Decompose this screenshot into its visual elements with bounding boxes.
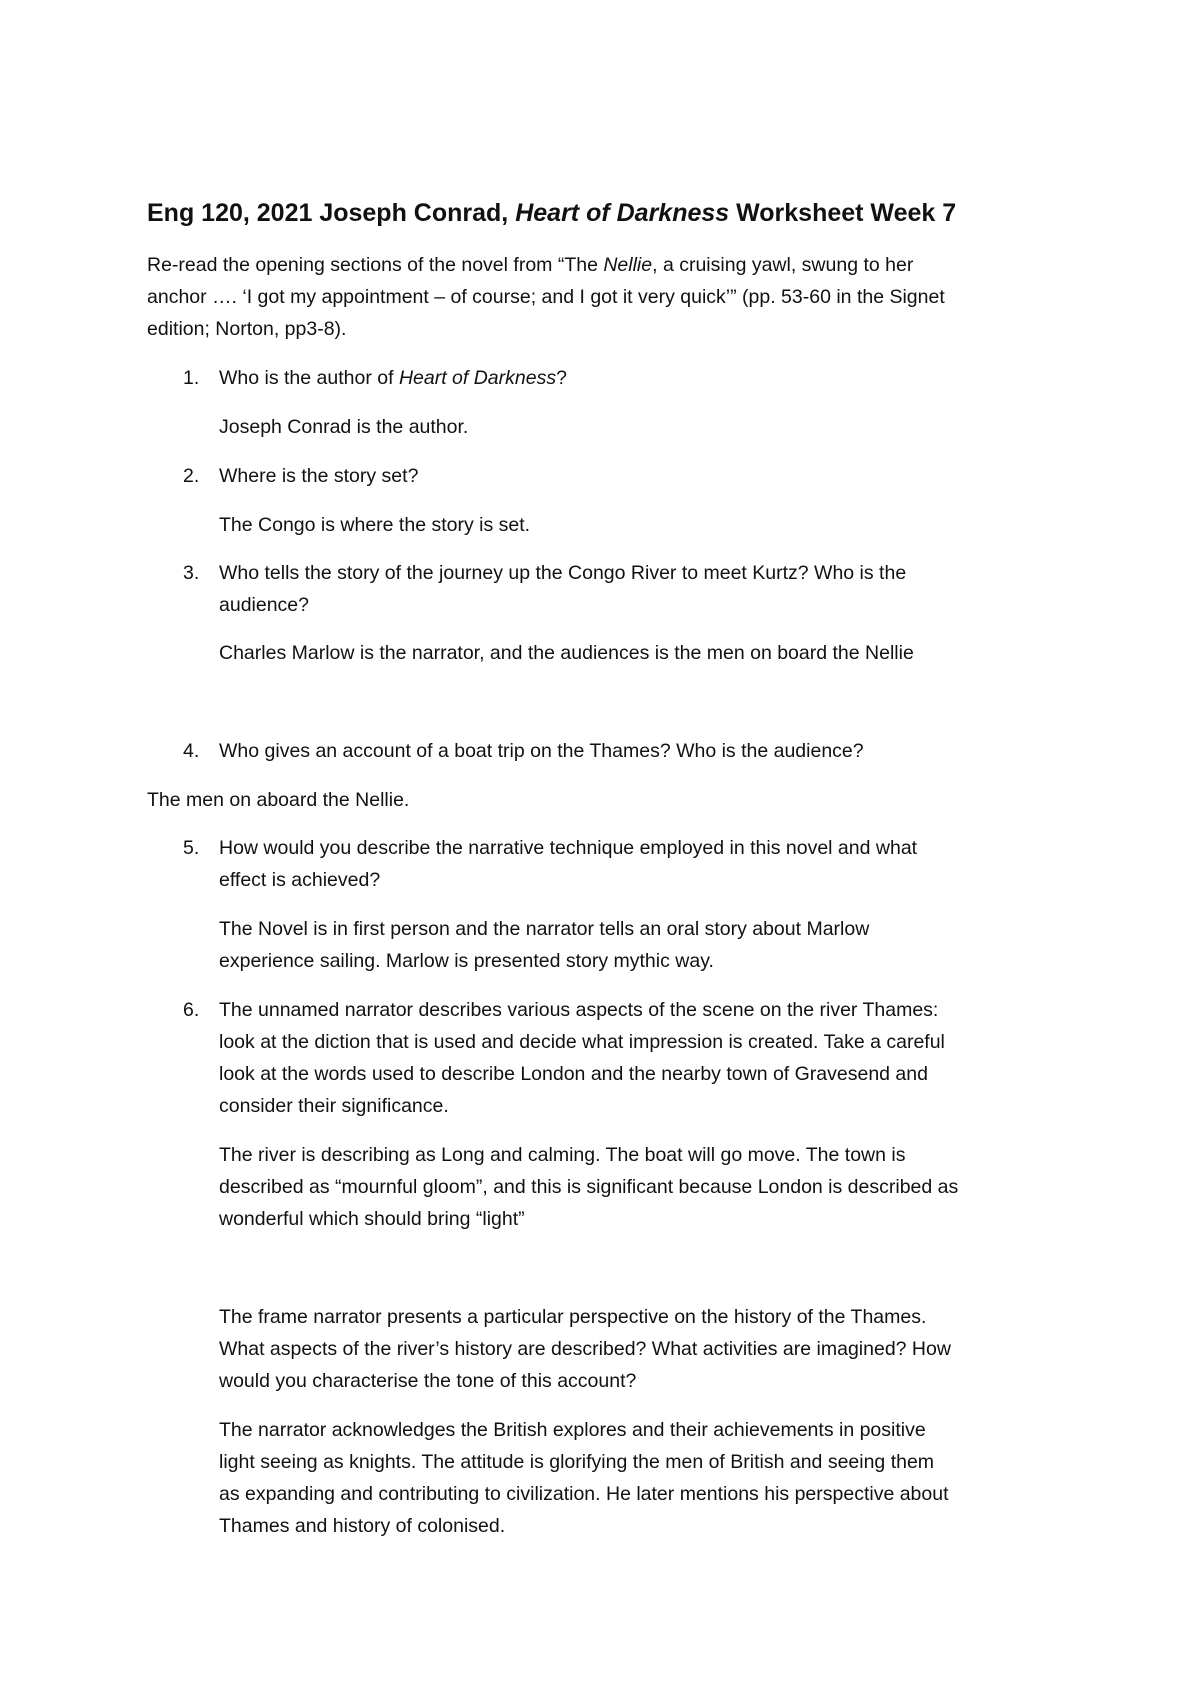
answer-line: light seeing as knights. The attitude is glorifying the men of British and seeing them xyxy=(219,1451,935,1473)
intro-paragraph xyxy=(147,249,1077,345)
question-line: look at the words used to describe London and the nearby town of Gravesend and xyxy=(219,1063,928,1085)
title-text: Eng 120, 2021 Joseph Conrad, xyxy=(147,199,516,227)
answer-line: as expanding and contributing to civilization. He later mentions his perspective about xyxy=(219,1483,949,1505)
answer-4: The men on aboard the Nellie. xyxy=(147,789,410,811)
question-number: 1. xyxy=(183,367,200,389)
question-4: Who gives an account of a boat trip on the Thames? Who is the audience? xyxy=(219,740,864,762)
answer-6 xyxy=(219,1139,1079,1235)
question-line: What aspects of the river’s history are described? What activities are imagined? How xyxy=(219,1338,951,1360)
question-5 xyxy=(219,832,1059,896)
answer-line: described as “mournful gloom”, and this is significant because London is described as xyxy=(219,1176,959,1198)
question-number: 6. xyxy=(183,999,200,1021)
question-line: would you characterise the tone of this account? xyxy=(219,1370,637,1392)
intro-text: Re-read the opening sections of the novel from “The xyxy=(147,254,604,276)
page-title xyxy=(147,196,1067,230)
question-line: effect is achieved? xyxy=(219,869,381,891)
question-number: 5. xyxy=(183,837,200,859)
question-number: 3. xyxy=(183,562,200,584)
question-6 xyxy=(219,994,1059,1122)
answer-line: The river is describing as Long and calming. The boat will go move. The town is xyxy=(219,1144,906,1166)
title-text-end: Worksheet Week 7 xyxy=(729,199,957,227)
question-3 xyxy=(219,557,1059,621)
question-line: The frame narrator presents a particular perspective on the history of the Thames. xyxy=(219,1306,927,1328)
question-italic: Heart of Darkness xyxy=(398,367,557,389)
question-line: consider their significance. xyxy=(219,1095,449,1117)
answer-line: The narrator acknowledges the British explores and their achievements in positive xyxy=(219,1419,926,1441)
question-2: Where is the story set? xyxy=(219,465,419,487)
intro-italic: Nellie xyxy=(603,254,653,276)
answer-3: Charles Marlow is the narrator, and the audiences is the men on board the Nellie xyxy=(219,642,914,664)
question-number: 2. xyxy=(183,465,200,487)
question-1 xyxy=(219,362,1059,394)
question-line: Who tells the story of the journey up the Congo River to meet Kurtz? Who is the xyxy=(219,562,907,584)
question-line: audience? xyxy=(219,594,309,616)
answer-frame-narrator xyxy=(219,1414,1079,1542)
answer-line: The Novel is in first person and the narrator tells an oral story about Marlow xyxy=(219,918,870,940)
question-text: ? xyxy=(556,367,567,389)
answer-line: experience sailing. Marlow is presented story mythic way. xyxy=(219,950,714,972)
intro-text: , a cruising yawl, swung to her xyxy=(652,254,914,276)
title-italic-text: Heart of Darkness xyxy=(515,199,730,227)
answer-5 xyxy=(219,913,1079,977)
question-frame-narrator xyxy=(219,1301,1079,1397)
answer-line: Thames and history of colonised. xyxy=(219,1515,506,1537)
intro-line: anchor …. ‘I got my appointment – of course; and I got it very quick’” (pp. 53-60 in the Signet xyxy=(147,286,945,308)
intro-line: edition; Norton, pp3-8). xyxy=(147,318,347,340)
question-line: How would you describe the narrative technique employed in this novel and what xyxy=(219,837,918,859)
question-line: look at the diction that is used and decide what impression is created. Take a careful xyxy=(219,1031,945,1053)
answer-line: wonderful which should bring “light” xyxy=(219,1208,525,1230)
question-number: 4. xyxy=(183,740,200,762)
question-line: The unnamed narrator describes various aspects of the scene on the river Thames: xyxy=(219,999,939,1021)
answer-2: The Congo is where the story is set. xyxy=(219,514,531,536)
question-text: Who is the author of xyxy=(219,367,399,389)
answer-1: Joseph Conrad is the author. xyxy=(219,416,469,438)
